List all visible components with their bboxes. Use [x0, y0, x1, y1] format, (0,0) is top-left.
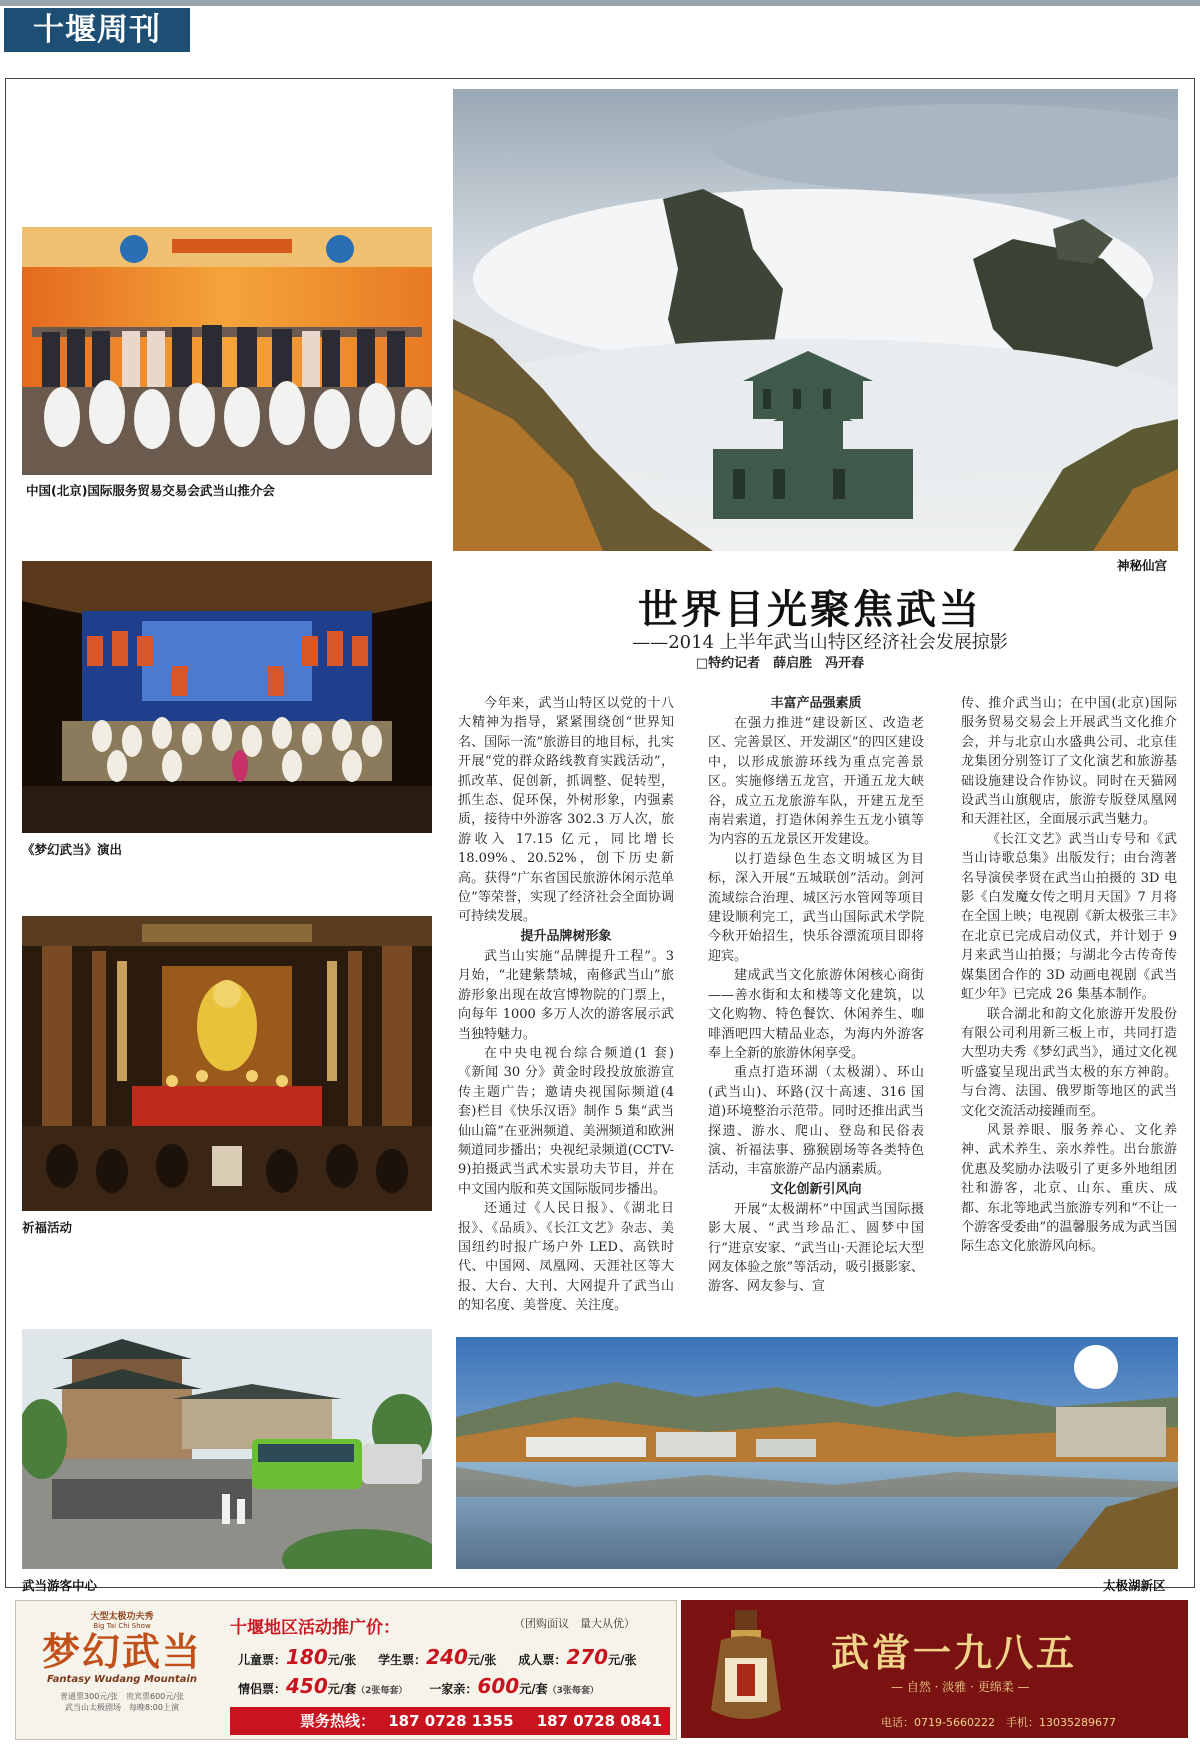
section-heading: 丰富产品强素质: [770, 696, 862, 711]
conference-photo: [22, 227, 432, 475]
ritual-photo: [22, 916, 432, 1211]
hotline-number-1: 187 0728 1355: [388, 1712, 514, 1730]
price-unit: 元/套: [327, 1682, 357, 1696]
hotline-number-2: 187 0728 0841: [536, 1712, 663, 1730]
article-paragraph: 还通过《人民日报》、《湖北日报》、《品质》、《长江文艺》杂志、美国纽约时报广场户外 LED、高铁时代、中国网、凤凰网、天涯社区等大报、大台、大刊、大网提升了武当山的知名度、美誉度、关注度。: [458, 1201, 674, 1314]
price-item: [238, 1674, 408, 1698]
show-logo: [22, 1607, 222, 1733]
caption-show: 《梦幻武当》演出: [22, 842, 123, 857]
article-paragraph: 在中央电视台综合频道(1 套)《新闻 30 分》黄金时段投放旅游宣传主题广告；邀请央视国际频道(4 套)栏目《快乐汉语》制作 5 集“武当仙山篇”在亚洲频道、美洲频道和欧洲频道同步播出；央视纪录频道(CCTV-9)拍摄武当武术实景功夫节目，并在中文国内版和英文国际版同步播出。: [458, 1045, 674, 1197]
price-label: 成人票：: [518, 1653, 567, 1667]
price-unit: 元/张: [467, 1653, 497, 1667]
article-paragraph: 《长江文艺》武当山专号和《武当山诗歌总集》出版发行；由台湾著名导演侯孝贤在武当山拍摄的 3D 电影《白发魔女传之明月天国》7 月将在全国上映；电视剧《新太极张三丰》在北京已完成启动仪式，并计划于 9 月来武当山拍摄；与湖北今古传奇传媒集团合作的 3D 动画电视剧《武当虹少年》已完成 26 集基本制作。: [961, 831, 1177, 1003]
lake-photo: [456, 1337, 1178, 1569]
article-subtitle: ——2014 上半年武当山特区经济社会发展掠影: [632, 632, 1008, 653]
price-label: 一家亲：: [429, 1682, 478, 1696]
show-photo: [22, 561, 432, 833]
price-value: 270: [566, 1645, 609, 1669]
article-paragraph: 风景养眼、服务养心、文化养神、武术养生、亲水养性。出台旅游优惠及奖励办法吸引了更多外地组团社和游客，北京、山东、重庆、成都、东北等地武当旅游专列和“不让一个游客受委曲”的温馨服务成为武当国际生态文化旅游风向标。: [961, 1122, 1177, 1255]
price-unit: 元/套: [519, 1682, 548, 1696]
liquor-slogan: — 自然 · 淡雅 · 更绵柔 —: [891, 1680, 1030, 1694]
ticket-ad: [15, 1600, 677, 1740]
article-paragraph: 今年来，武当山特区以党的十八大精神为指导，紧紧围绕创“世界知名、国际一流”旅游目的地目标，扎实开展“党的群众路线教育实践活动”，抓改革、促创新，抓调整、促转型，抓生态、促环保，外树形象，内强素质，接待中外游客 302.3 万人次，旅游收入 17.15 亿元，同比增长 18.09%、20.52%，创下历史新高。获得“广东省国民旅游休闲示范单位”等荣誉，实现了经济社会全面协调可持续发展。: [458, 696, 674, 925]
price-value: 600: [477, 1674, 520, 1698]
price-item: [238, 1645, 357, 1669]
logo-note-2: 武当山太极剧场 每晚8:00上演: [65, 1703, 179, 1712]
article-paragraph: 建成武当文化旅游休闲核心商街——善水街和太和楼等文化建筑，以文化购物、特色餐饮、休闲养生、咖啡酒吧四大精品业态，为海内外游客奉上全新的旅游休闲享受。: [708, 968, 924, 1061]
price-unit: 元/张: [608, 1653, 637, 1667]
article-column-2: [708, 694, 924, 1297]
article-column-1: [458, 694, 674, 1316]
top-rule: [0, 0, 1200, 6]
logo-note-1: 普通票300元/张 贵宾票600元/张: [60, 1692, 184, 1701]
price-item: [429, 1674, 599, 1698]
caption-visitor-center: 武当游客中心: [22, 1578, 98, 1593]
article-title: 世界目光聚焦武当: [638, 586, 982, 633]
article-paragraph: 武当山实施“品牌提升工程”。3 月始，“北建紫禁城，南修武当山”旅游形象出现在故宫博物院的门票上，向每年 1000 多万人次的游客展示武当独特魅力。: [458, 948, 674, 1042]
price-unit: 元/张: [327, 1653, 357, 1667]
article-paragraph: 以打造绿色生态文明城区为目标，深入开展“五城联创”活动。剑河流域综合治理、城区污水管网等项目建设顺利完工，武当山国际武术学院今秋开始招生，快乐谷漂流项目即将迎宾。: [708, 851, 924, 964]
visitor-center-photo: [22, 1329, 432, 1569]
price-note: （2张每套）: [356, 1686, 408, 1696]
article-column-3: [961, 694, 1177, 1257]
caption-main-photo: 神秘仙宫: [1117, 558, 1168, 573]
article-paragraph: 在强力推进“建设新区、改造老区、完善景区、开发湖区”的四区建设中，以形成旅游环线为重点完善景区。实施修缮五龙宫，开通五龙大峡谷，成立五龙旅游车队，开建五龙至南岩索道，打造休闲养生五龙小镇等为内容的五龙景区开发建设。: [708, 716, 924, 848]
article-paragraph: 联合湖北和韵文化旅游开发股份有限公司利用新三板上市，共同打造大型功夫秀《梦幻武当》，通过文化视听盛宴呈现出武当太极的东方神韵。与台湾、法国、俄罗斯等地区的武当文化交流活动接踵而至。: [961, 1006, 1177, 1119]
liquor-ad: [681, 1600, 1188, 1738]
hotline-label: 票务热线：: [300, 1712, 376, 1730]
misty-palace-photo: [453, 89, 1178, 551]
liquor-phone: 电话：0719-5660222 手机：13035289677: [881, 1716, 1116, 1729]
section-heading: 提升品牌树形象: [520, 928, 612, 944]
price-label: 情侣票：: [238, 1682, 287, 1696]
price-label: 学生票：: [378, 1653, 427, 1667]
logo-title: 梦幻武当: [41, 1629, 202, 1674]
promo-tagline: （团购面议 量大从优）: [514, 1617, 635, 1630]
price-value: 450: [286, 1674, 328, 1698]
liquor-bottle-icon: [691, 1600, 801, 1738]
logo-en: Fantasy Wudang Mountain: [47, 1674, 197, 1685]
price-value: 240: [426, 1645, 468, 1669]
liquor-brand: 武當一九八五: [831, 1630, 1078, 1675]
logo-small-en: Big Tai Chi Show: [93, 1622, 151, 1630]
price-row-1: [238, 1645, 658, 1669]
price-item: [378, 1645, 497, 1669]
caption-ritual: 祈福活动: [22, 1220, 73, 1235]
article-byline: □特约记者 薛启胜 冯开春: [695, 656, 865, 671]
price-item: [518, 1645, 637, 1669]
price-value: 180: [286, 1645, 328, 1669]
price-label: 儿童票：: [238, 1653, 287, 1667]
caption-conference: 中国(北京)国际服务贸易交易会武当山推介会: [26, 483, 275, 498]
article-paragraph: 开展“太极湖杯”中国武当国际摄影大展、“武当珍品汇、圆梦中国行”进京安家、“武当山·天涯论坛大型网友体验之旅”等活动，吸引摄影家、游客、网友参与、宣: [708, 1201, 924, 1295]
promo-heading: 十堰地区活动推广价：: [230, 1618, 400, 1638]
masthead: 十堰周刊: [4, 8, 190, 52]
caption-lake: 太极湖新区: [1103, 1578, 1166, 1593]
price-row-2: [238, 1674, 621, 1698]
article-paragraph: 传、推介武当山；在中国(北京)国际服务贸易交易会上开展武当文化推介会，并与北京山水盛典公司、北京佳龙集团分别签订了文化演艺和旅游基础设施建设合作协议。同时在天猫网设武当山旗舰店，旅游专版登凤凰网和天涯社区，全面展示武当魅力。: [961, 696, 1177, 828]
article-paragraph: 重点打造环湖（太极湖）、环山(武当山)、环路(汉十高速、316 国道)环境整治示范带。同时还推出武当探遗、游水、爬山、登岛和民俗表演、祈福法事、猕猴剧场等各类特色活动，丰富旅游产品内涵素质。: [708, 1065, 924, 1178]
price-note: （3张每套）: [547, 1686, 599, 1696]
logo-small-text: 大型太极功夫秀: [90, 1612, 154, 1622]
section-heading: 文化创新引风向: [770, 1181, 862, 1197]
hotline-bar: [230, 1707, 670, 1735]
